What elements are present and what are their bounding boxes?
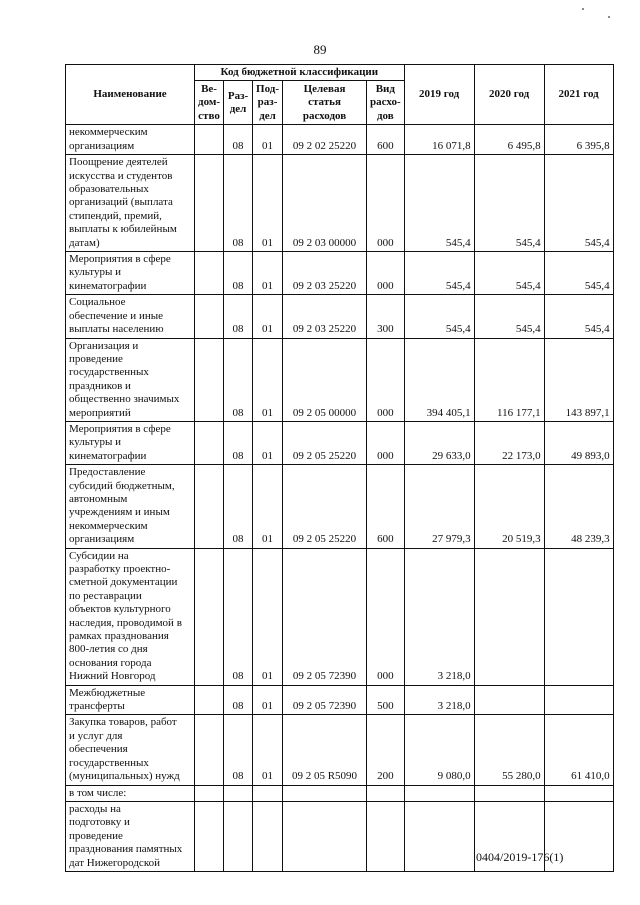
row-razdel: 08 bbox=[224, 295, 253, 338]
row-name: Мероприятия в сфере культуры и кинематографии bbox=[66, 252, 195, 295]
row-2021 bbox=[544, 685, 613, 715]
row-2019: 16 071,8 bbox=[404, 125, 474, 155]
row-name: Предоставление субсидий бюджетным, автономным учреждениям и иным некоммерческим организациям bbox=[66, 465, 195, 548]
row-target: 09 2 05 00000 bbox=[283, 338, 367, 421]
row-vedomstvo bbox=[195, 125, 224, 155]
col-header-podrazdel: Под- раз- дел bbox=[253, 81, 283, 125]
col-header-2019: 2019 год bbox=[404, 65, 474, 125]
row-razdel: 08 bbox=[224, 125, 253, 155]
scan-speck bbox=[608, 16, 610, 18]
row-razdel: 08 bbox=[224, 548, 253, 685]
col-header-classification: Код бюджетной классификации bbox=[195, 65, 405, 81]
row-target: 09 2 02 25220 bbox=[283, 125, 367, 155]
row-vid: 000 bbox=[367, 155, 405, 252]
row-razdel: 08 bbox=[224, 465, 253, 548]
row-2021: 545,4 bbox=[544, 295, 613, 338]
table-row bbox=[66, 715, 614, 785]
col-header-2021: 2021 год bbox=[544, 65, 613, 125]
row-2020: 22 173,0 bbox=[474, 421, 544, 464]
row-podrazdel: 01 bbox=[253, 465, 283, 548]
col-header-vedomstvo: Ве- дом- ство bbox=[195, 81, 224, 125]
col-header-target: Целевая статья расходов bbox=[283, 81, 367, 125]
row-2021: 143 897,1 bbox=[544, 338, 613, 421]
row-name: Организация и проведение государственных праздников и общественно значимых мероприятий bbox=[66, 338, 195, 421]
table-row bbox=[66, 155, 614, 252]
table-body bbox=[66, 125, 614, 872]
row-target: 09 2 05 72390 bbox=[283, 685, 367, 715]
row-razdel: 08 bbox=[224, 421, 253, 464]
row-name: некоммерческим организациям bbox=[66, 125, 195, 155]
col-header-razdel: Раз- дел bbox=[224, 81, 253, 125]
table-row bbox=[66, 252, 614, 295]
row-name: расходы на подготовку и проведение празднования памятных дат Нижегородской bbox=[66, 801, 195, 871]
document-code: 0404/2019-176(1) bbox=[476, 850, 564, 864]
row-2020: 20 519,3 bbox=[474, 465, 544, 548]
table-row bbox=[66, 548, 614, 685]
table-row bbox=[66, 125, 614, 155]
row-name: Социальное обеспечение и иные выплаты населению bbox=[66, 295, 195, 338]
row-2019: 545,4 bbox=[404, 252, 474, 295]
row-vid: 000 bbox=[367, 548, 405, 685]
row-vid: 500 bbox=[367, 685, 405, 715]
row-podrazdel: 01 bbox=[253, 252, 283, 295]
row-name: Мероприятия в сфере культуры и кинематографии bbox=[66, 421, 195, 464]
row-vedomstvo bbox=[195, 155, 224, 252]
table-row bbox=[66, 685, 614, 715]
row-2019 bbox=[404, 785, 474, 801]
row-vedomstvo bbox=[195, 338, 224, 421]
row-2019: 545,4 bbox=[404, 295, 474, 338]
row-razdel: 08 bbox=[224, 685, 253, 715]
row-razdel: 08 bbox=[224, 338, 253, 421]
row-name: Субсидии на разработку проектно- сметной документации по реставрации объектов культурного наследия, проводимой в рамках празднования 800-летия со дня основания города Нижний Новгород bbox=[66, 548, 195, 685]
row-razdel: 08 bbox=[224, 155, 253, 252]
row-target: 09 2 03 25220 bbox=[283, 295, 367, 338]
row-podrazdel bbox=[253, 785, 283, 801]
row-podrazdel: 01 bbox=[253, 421, 283, 464]
row-target: 09 2 05 72390 bbox=[283, 548, 367, 685]
row-2019 bbox=[404, 801, 474, 871]
row-target bbox=[283, 801, 367, 871]
table-row bbox=[66, 421, 614, 464]
row-2019: 27 979,3 bbox=[404, 465, 474, 548]
row-2021 bbox=[544, 785, 613, 801]
row-target bbox=[283, 785, 367, 801]
row-target: 09 2 05 R5090 bbox=[283, 715, 367, 785]
row-vedomstvo bbox=[195, 685, 224, 715]
row-name: в том числе: bbox=[66, 785, 195, 801]
row-2019: 545,4 bbox=[404, 155, 474, 252]
row-vid: 600 bbox=[367, 465, 405, 548]
row-razdel: 08 bbox=[224, 252, 253, 295]
col-header-vid: Вид расхо- дов bbox=[367, 81, 405, 125]
row-2019: 29 633,0 bbox=[404, 421, 474, 464]
row-2019: 3 218,0 bbox=[404, 548, 474, 685]
table-row bbox=[66, 785, 614, 801]
row-vid bbox=[367, 785, 405, 801]
row-2019: 3 218,0 bbox=[404, 685, 474, 715]
row-2020 bbox=[474, 785, 544, 801]
row-vedomstvo bbox=[195, 785, 224, 801]
row-podrazdel: 01 bbox=[253, 548, 283, 685]
row-podrazdel: 01 bbox=[253, 125, 283, 155]
row-vedomstvo bbox=[195, 801, 224, 871]
row-vedomstvo bbox=[195, 295, 224, 338]
row-vid: 000 bbox=[367, 252, 405, 295]
row-target: 09 2 03 00000 bbox=[283, 155, 367, 252]
row-podrazdel: 01 bbox=[253, 338, 283, 421]
row-target: 09 2 05 25220 bbox=[283, 421, 367, 464]
table-header bbox=[66, 65, 614, 125]
row-2021: 48 239,3 bbox=[544, 465, 613, 548]
row-vid: 600 bbox=[367, 125, 405, 155]
row-2020 bbox=[474, 548, 544, 685]
row-2021: 61 410,0 bbox=[544, 715, 613, 785]
row-2020: 545,4 bbox=[474, 252, 544, 295]
col-header-2020: 2020 год bbox=[474, 65, 544, 125]
row-vid: 300 bbox=[367, 295, 405, 338]
row-vid bbox=[367, 801, 405, 871]
row-name: Поощрение деятелей искусства и студентов образовательных организаций (выплата стипендий, премий, выплаты к юбилейным датам) bbox=[66, 155, 195, 252]
row-2020: 55 280,0 bbox=[474, 715, 544, 785]
row-vedomstvo bbox=[195, 421, 224, 464]
row-vid: 000 bbox=[367, 338, 405, 421]
page-number: 89 bbox=[313, 42, 327, 57]
row-2021 bbox=[544, 548, 613, 685]
row-2021: 545,4 bbox=[544, 252, 613, 295]
table-row bbox=[66, 465, 614, 548]
row-2021: 49 893,0 bbox=[544, 421, 613, 464]
row-vid: 000 bbox=[367, 421, 405, 464]
scan-speck bbox=[582, 8, 584, 10]
row-2019: 394 405,1 bbox=[404, 338, 474, 421]
row-vedomstvo bbox=[195, 465, 224, 548]
row-target: 09 2 05 25220 bbox=[283, 465, 367, 548]
row-2020 bbox=[474, 685, 544, 715]
row-razdel: 08 bbox=[224, 715, 253, 785]
row-target: 09 2 03 25220 bbox=[283, 252, 367, 295]
row-2020: 6 495,8 bbox=[474, 125, 544, 155]
table-row bbox=[66, 295, 614, 338]
row-2019: 9 080,0 bbox=[404, 715, 474, 785]
row-podrazdel: 01 bbox=[253, 685, 283, 715]
row-2021: 6 395,8 bbox=[544, 125, 613, 155]
row-2021: 545,4 bbox=[544, 155, 613, 252]
row-name: Межбюджетные трансферты bbox=[66, 685, 195, 715]
row-podrazdel: 01 bbox=[253, 715, 283, 785]
row-vedomstvo bbox=[195, 548, 224, 685]
row-vid: 200 bbox=[367, 715, 405, 785]
budget-table bbox=[65, 64, 614, 872]
row-podrazdel: 01 bbox=[253, 295, 283, 338]
col-header-name: Наименование bbox=[66, 65, 195, 125]
row-razdel bbox=[224, 785, 253, 801]
row-vedomstvo bbox=[195, 715, 224, 785]
row-vedomstvo bbox=[195, 252, 224, 295]
row-name: Закупка товаров, работ и услуг для обеспечения государственных (муниципальных) нужд bbox=[66, 715, 195, 785]
row-2020: 545,4 bbox=[474, 295, 544, 338]
row-2020: 116 177,1 bbox=[474, 338, 544, 421]
row-razdel bbox=[224, 801, 253, 871]
row-podrazdel bbox=[253, 801, 283, 871]
row-podrazdel: 01 bbox=[253, 155, 283, 252]
row-2020: 545,4 bbox=[474, 155, 544, 252]
table-row bbox=[66, 338, 614, 421]
